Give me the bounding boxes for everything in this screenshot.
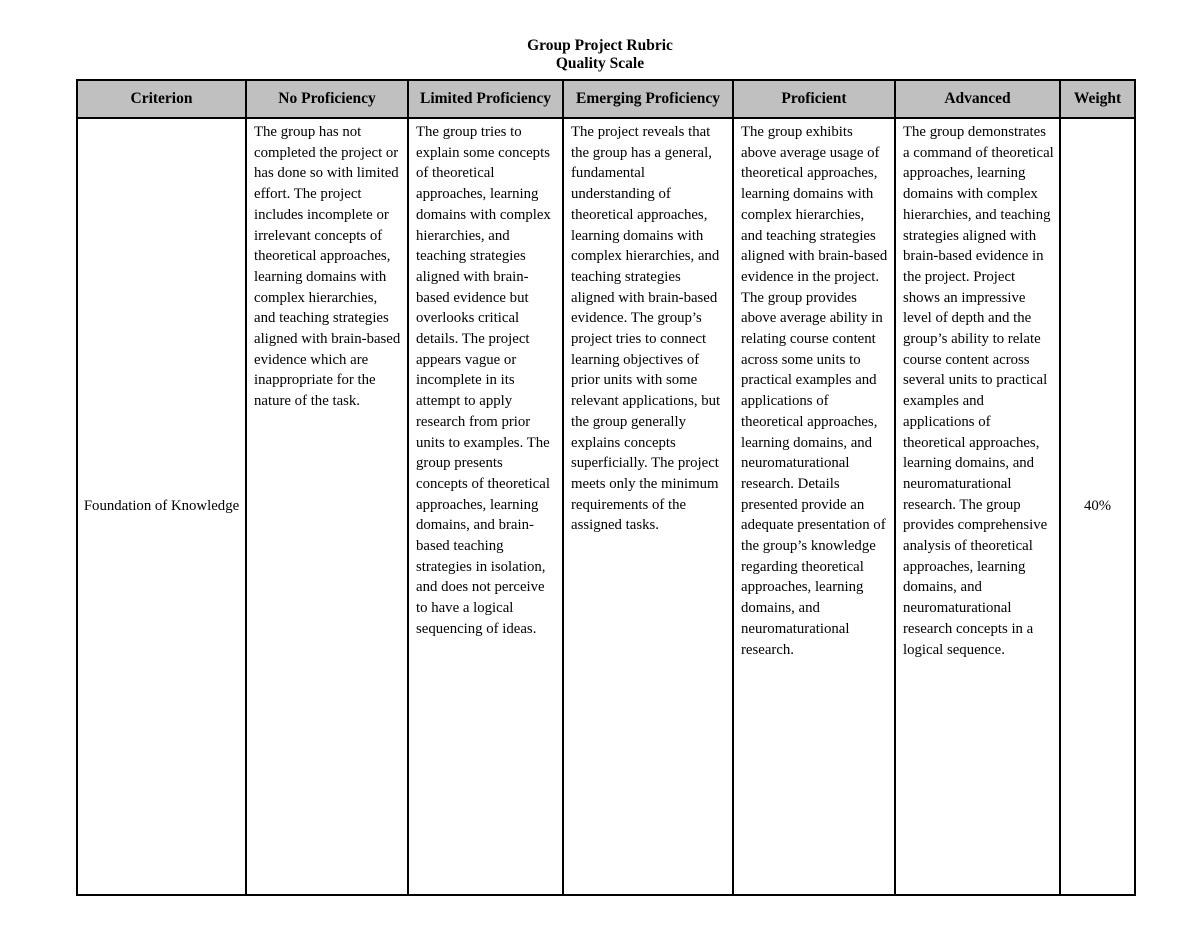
document-header [0, 37, 1200, 73]
rubric-table [76, 79, 1136, 896]
header-criterion: Criterion [77, 80, 246, 118]
limited-proficiency-cell: The group tries to explain some concepts of theoretical approaches, learning domains with complex hierarchies, and teaching strategies aligned with brain-based evidence but overlooks critical details. The project appears vague or incomplete in its attempt to apply research from prior units to examples. The group presents concepts of theoretical approaches, learning domains, and brain-based teaching strategies in isolation, and does not perceive to have a logical sequencing of ideas. [408, 118, 563, 895]
advanced-cell: The group demonstrates a command of theoretical approaches, learning domains with complex hierarchies, and teaching strategies aligned with brain-based evidence in the project. Project shows an impressive level of depth and the group’s ability to relate course content across several units to practical examples and applications of theoretical approaches, learning domains, and neuromaturational research. The group provides comprehensive analysis of theoretical approaches, learning domains, and neuromaturational research concepts in a logical sequence. [895, 118, 1060, 895]
header-emerging-proficiency: Emerging Proficiency [563, 80, 733, 118]
header-proficient: Proficient [733, 80, 895, 118]
criterion-cell: Foundation of Knowledge [77, 118, 246, 895]
proficient-cell: The group exhibits above average usage of theoretical approaches, learning domains with complex hierarchies, and teaching strategies aligned with brain-based evidence in the project. The group provides above average ability in relating course content across some units to practical examples and applications of theoretical approaches, learning domains, and neuromaturational research. Details presented provide an adequate presentation of the group’s knowledge regarding theoretical approaches, learning domains, and neuromaturational research. [733, 118, 895, 895]
header-limited-proficiency: Limited Proficiency [408, 80, 563, 118]
header-advanced: Advanced [895, 80, 1060, 118]
header-no-proficiency: No Proficiency [246, 80, 408, 118]
document-title: Group Project Rubric [527, 37, 673, 54]
table-row [77, 118, 1135, 895]
header-weight: Weight [1060, 80, 1135, 118]
document-subtitle: Quality Scale [555, 55, 645, 72]
emerging-proficiency-cell: The project reveals that the group has a general, fundamental understanding of theoretical approaches, learning domains with complex hierarchies, and teaching strategies aligned with brain-based evidence. The group’s project tries to connect learning objectives of prior units with some relevant applications, but the group generally explains concepts superficially. The project meets only the minimum requirements of the assigned tasks. [563, 118, 733, 895]
header-row [77, 80, 1135, 118]
weight-cell: 40% [1060, 118, 1135, 895]
no-proficiency-cell: The group has not completed the project or has done so with limited effort. The project includes incomplete or irrelevant concepts of theoretical approaches, learning domains with complex hierarchies, and teaching strategies aligned with brain-based evidence which are inappropriate for the nature of the task. [246, 118, 408, 895]
